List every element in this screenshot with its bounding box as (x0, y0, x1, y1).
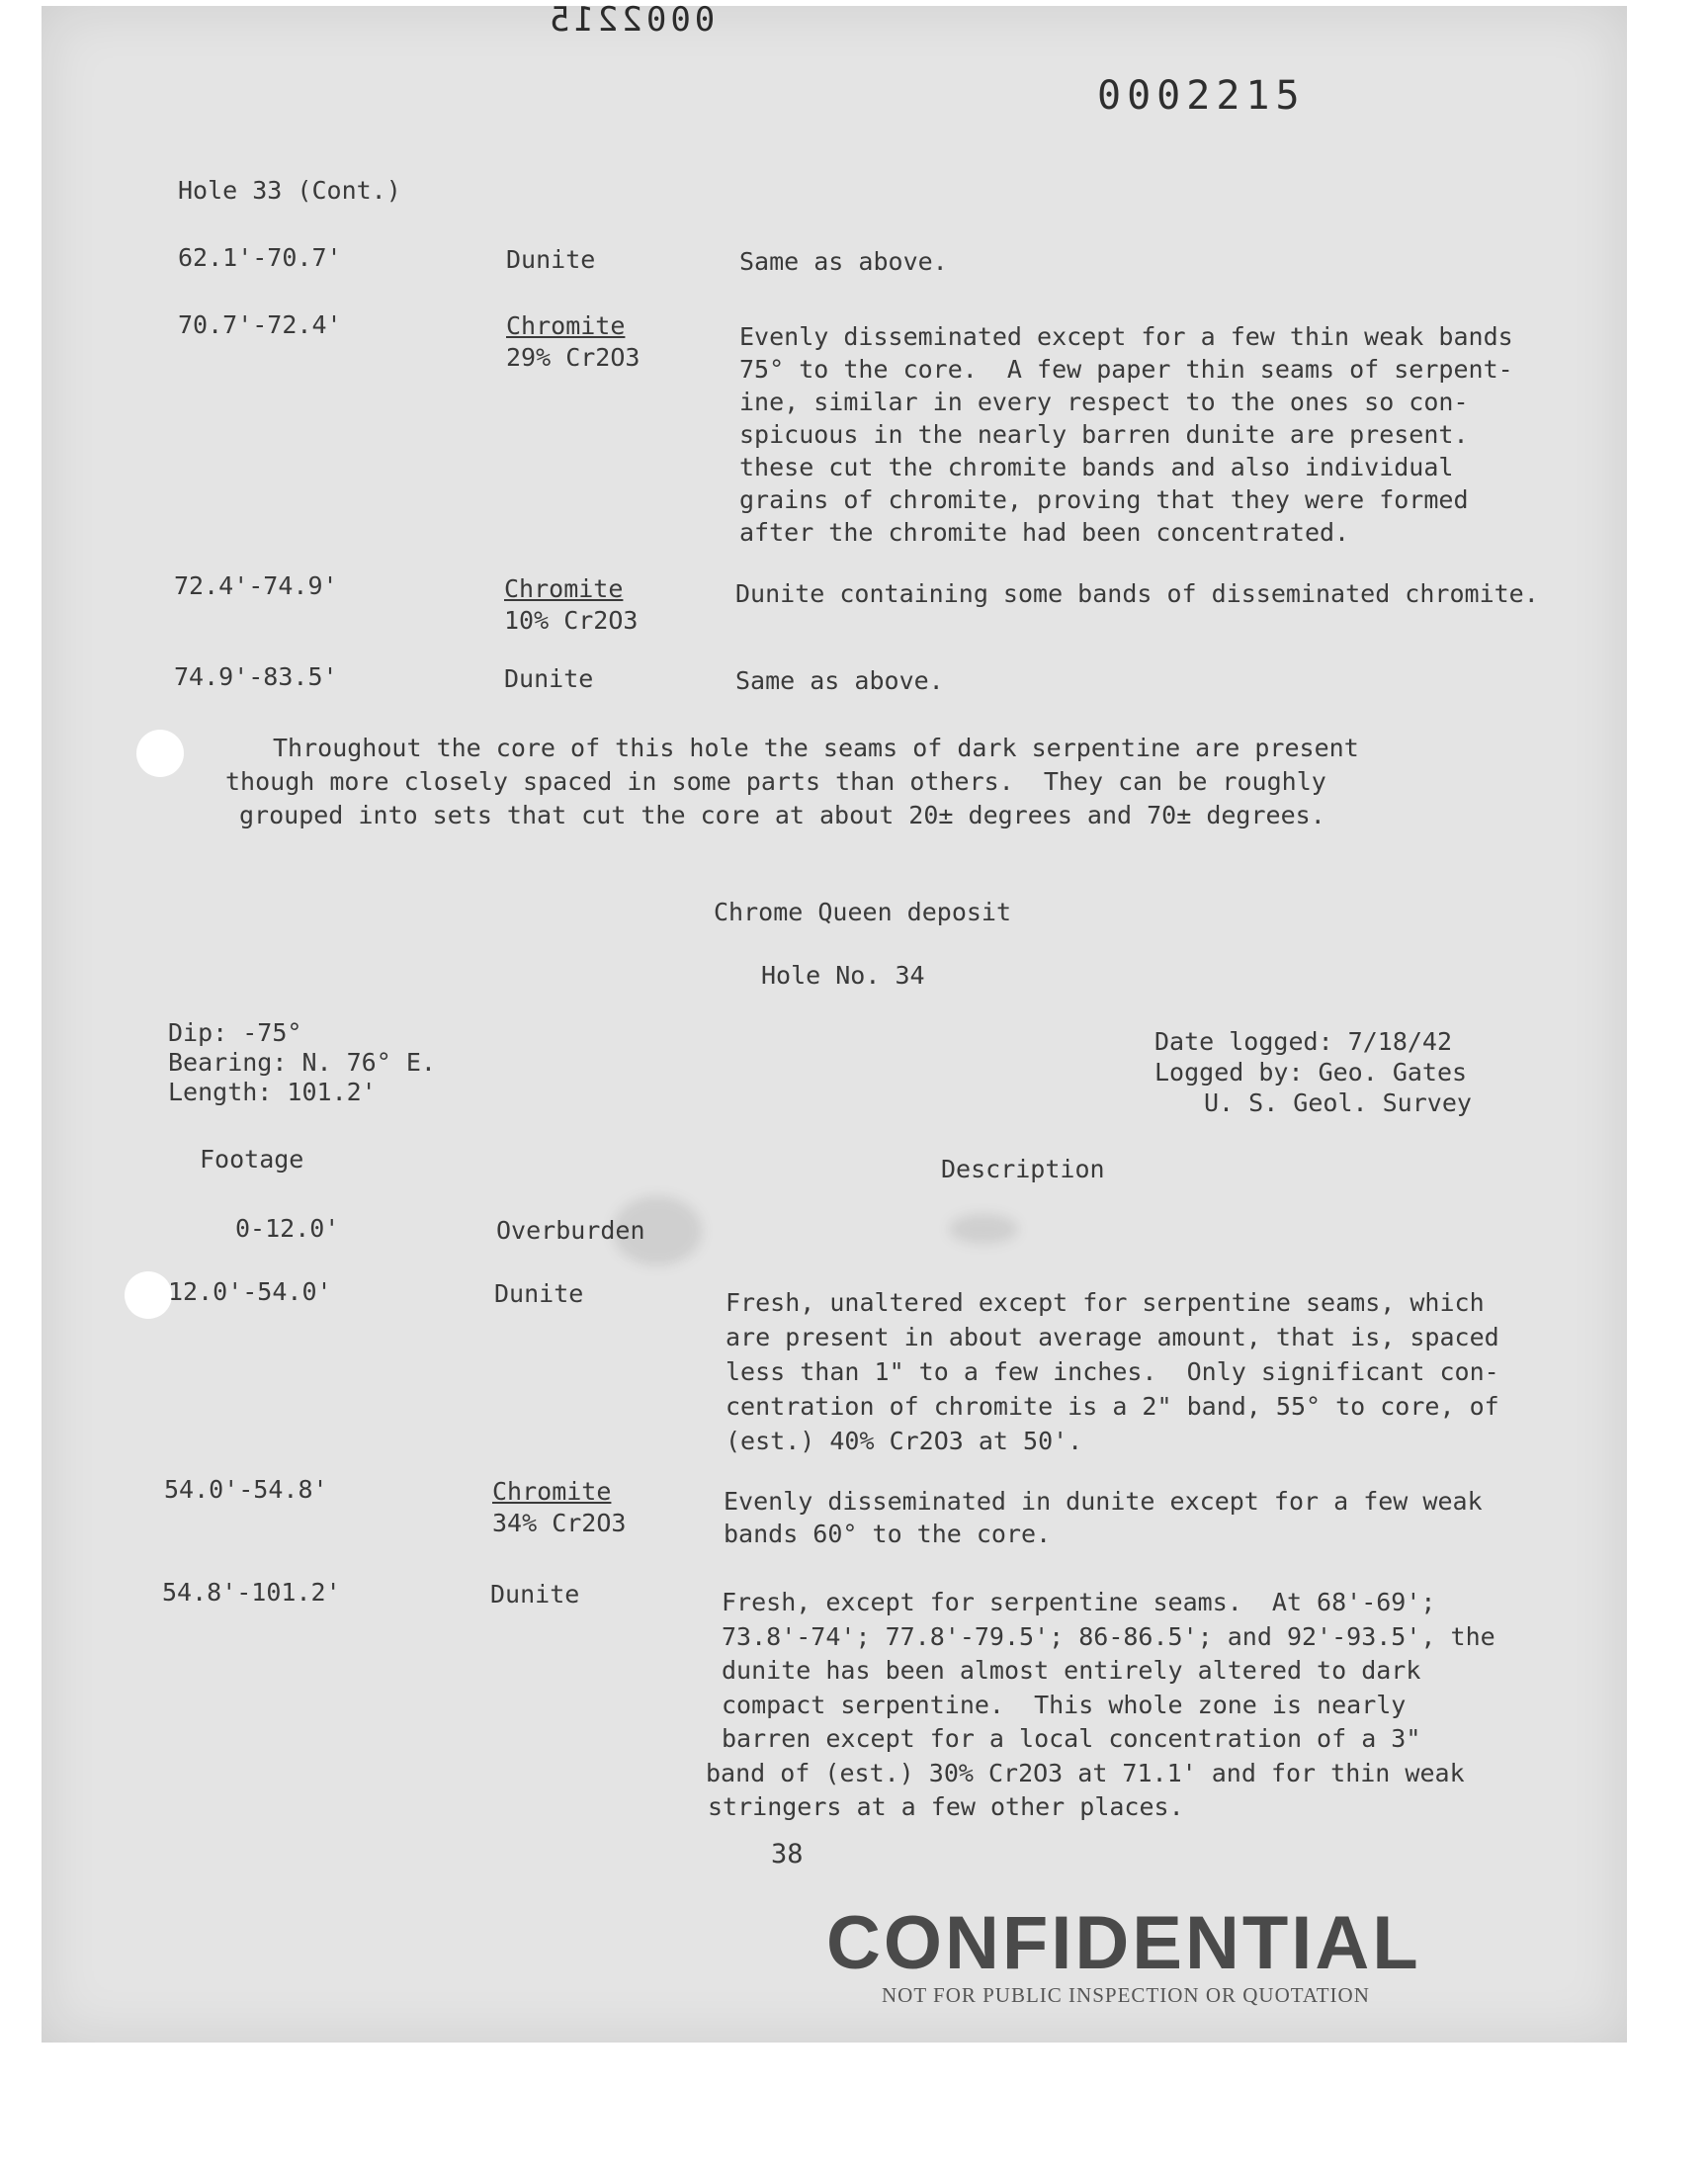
row-footage: 54.8'-101.2' (162, 1578, 341, 1607)
document-number-stamp: 0002215 (1097, 73, 1306, 119)
hole-title: Hole No. 34 (761, 961, 925, 990)
continuation-title: Hole 33 (Cont.) (178, 176, 401, 205)
confidential-stamp: CONFIDENTIAL (826, 1901, 1421, 1985)
row-rock-type: Chromite (506, 311, 626, 340)
row-footage: 54.0'-54.8' (164, 1475, 328, 1504)
row-rock-type: Dunite (504, 664, 594, 693)
punch-hole-top (136, 730, 184, 777)
bleed-through-number: 0002215 (546, 0, 716, 40)
log-info: Date logged: 7/18/42 Logged by: Geo. Gates U. S. Geol. Survey (1154, 1027, 1472, 1117)
hole33-summary: Throughout the core of this hole the seams of dark serpentine are present though more closely spaced in some parts than others. They can be roughly grouped into sets that cut the core at about 20± degrees and 70± degrees. (225, 734, 1359, 829)
row-description: Evenly disseminated in dunite except for a few weak bands 60° to the core. (724, 1487, 1483, 1548)
scan-margin (0, 2054, 1708, 2175)
row-description: Evenly disseminated except for a few thin weak bands 75° to the core. A few paper thin seams of serpent- ine, similar in every respect to the ones so con- spicuous in the nearly barren dunite are present. these cut the chromite bands and also individual grains of chromite, proving that they were formed after the chromite had been concentrated. (739, 322, 1513, 547)
row-grade: 29% Cr2O3 (506, 343, 640, 372)
row-description: Dunite containing some bands of disseminated chromite. (735, 579, 1539, 608)
row-description: Same as above. (735, 666, 944, 695)
row-grade: 34% Cr2O3 (492, 1509, 627, 1537)
row-footage: 74.9'-83.5' (174, 662, 338, 691)
row-rock-type: Overburden (496, 1216, 645, 1245)
row-rock-type: Dunite (494, 1279, 584, 1308)
row-footage: 0-12.0' (235, 1214, 340, 1243)
row-description: Same as above. (739, 247, 948, 276)
row-rock-type: Dunite (506, 245, 596, 274)
row-description: Fresh, unaltered except for serpentine seams, which are present in about average amount, that is, spaced less than 1" to a few inches. Only significant con- centration of chromite is a 2" band, 55° to core, of (est.) 40% Cr2O3 at 50'. (726, 1288, 1499, 1455)
row-grade: 10% Cr2O3 (504, 606, 639, 635)
punch-hole-bottom (125, 1271, 172, 1319)
row-footage: 72.4'-74.9' (174, 571, 338, 600)
page-number: 38 (771, 1839, 804, 1870)
row-description: Fresh, except for serpentine seams. At 68'-69'; 73.8'-74'; 77.8'-79.5'; 86-86.5'; and 92'-93.5', the dunite has been almost entirely altered to dark compact serpentine. This whole zone is nearly barren except for a local concentration of a 3" band of (est.) 30% Cr2O3 at 71.1' and for thin weak stringers at a few other places. (706, 1588, 1495, 1821)
row-footage: 70.7'-72.4' (178, 310, 342, 339)
row-footage: 62.1'-70.7' (178, 243, 342, 272)
ink-smudge (949, 1214, 1018, 1244)
row-rock-type: Chromite (492, 1477, 612, 1506)
row-footage: 12.0'-54.0' (168, 1277, 332, 1306)
column-header-footage: Footage (200, 1145, 304, 1174)
row-rock-type: Dunite (490, 1580, 580, 1609)
row-rock-type: Chromite (504, 574, 624, 603)
column-header-description: Description (941, 1155, 1105, 1183)
hole-geometry: Dip: -75° Bearing: N. 76° E. Length: 101.2' (168, 1018, 436, 1106)
confidential-stamp-subtitle: NOT FOR PUBLIC INSPECTION OR QUOTATION (882, 1983, 1370, 2007)
deposit-title: Chrome Queen deposit (714, 898, 1012, 926)
